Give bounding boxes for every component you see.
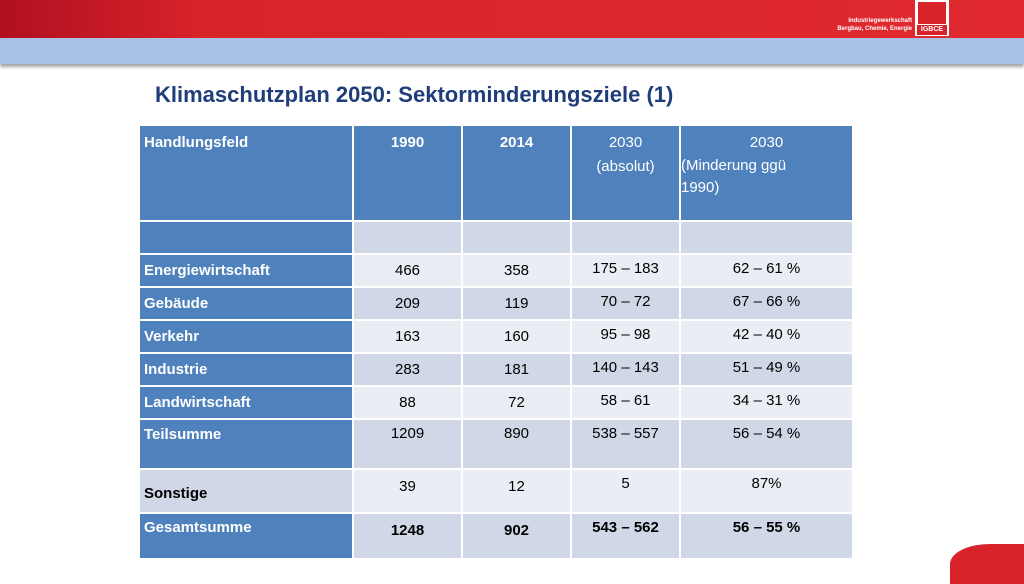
header-1990: 1990 xyxy=(354,126,461,220)
cell-2030-minderung: 51 – 49 % xyxy=(681,354,852,385)
header-2030-minderung-year: 2030 xyxy=(749,134,784,151)
cell-1990: 209 xyxy=(354,288,461,319)
cell-2030-minderung: 56 – 55 % xyxy=(681,514,852,558)
cell-2030-absolut: 58 – 61 xyxy=(572,387,679,418)
logo-emblem xyxy=(918,2,946,24)
org-name xyxy=(820,17,912,33)
header-2030-absolut-year: 2030 xyxy=(608,134,643,151)
table-row xyxy=(140,514,852,558)
header-2030-absolut-label: (absolut) xyxy=(596,158,655,175)
cell-2030-absolut: 5 xyxy=(572,470,679,512)
cell-2014: 181 xyxy=(463,354,570,385)
igbce-logo xyxy=(915,0,949,36)
row-label: Gebäude xyxy=(140,288,352,319)
table-header-row xyxy=(140,126,852,220)
cell-1990: 466 xyxy=(354,255,461,286)
cell-2030-absolut: 140 – 143 xyxy=(572,354,679,385)
header-handlungsfeld: Handlungsfeld xyxy=(140,126,352,220)
row-label: Energiewirtschaft xyxy=(140,255,352,286)
logo-badge: IGBCE xyxy=(917,25,947,35)
cell-2030-absolut: 543 – 562 xyxy=(572,514,679,558)
header-2030-absolut xyxy=(572,126,679,220)
row-label: Gesamtsumme xyxy=(140,514,352,558)
cell-1990: 1209 xyxy=(354,420,461,468)
table-row xyxy=(140,321,852,352)
cell-2030-minderung: 56 – 54 % xyxy=(681,420,852,468)
table-row xyxy=(140,354,852,385)
page-title: Klimaschutzplan 2050: Sektorminderungsziele (1) xyxy=(155,82,674,107)
cell-2030-minderung: 67 – 66 % xyxy=(681,288,852,319)
cell-2030-absolut: 538 – 557 xyxy=(572,420,679,468)
cell-2014: 160 xyxy=(463,321,570,352)
cell-2030-minderung: 42 – 40 % xyxy=(681,321,852,352)
cell-2030-absolut: 70 – 72 xyxy=(572,288,679,319)
corner-decoration xyxy=(950,544,1024,584)
header-band xyxy=(0,38,1024,64)
cell-2014: 72 xyxy=(463,387,570,418)
cell-1990: 39 xyxy=(354,470,461,512)
cell-2014: 358 xyxy=(463,255,570,286)
cell-2030-minderung: 62 – 61 % xyxy=(681,255,852,286)
row-label: Teilsumme xyxy=(140,420,352,468)
cell-2030-minderung: 34 – 31 % xyxy=(681,387,852,418)
row-label: Verkehr xyxy=(140,321,352,352)
table-row-empty xyxy=(140,222,852,253)
header-2030-minderung-label1: (Minderung ggü xyxy=(681,157,787,174)
cell-2030-absolut: 175 – 183 xyxy=(572,255,679,286)
cell-2030-absolut: 95 – 98 xyxy=(572,321,679,352)
cell-1990: 283 xyxy=(354,354,461,385)
cell-2014: 119 xyxy=(463,288,570,319)
table-row xyxy=(140,255,852,286)
org-name-line2: Bergbau, Chemie, Energie xyxy=(837,26,912,32)
row-label: Landwirtschaft xyxy=(140,387,352,418)
header-2014: 2014 xyxy=(463,126,570,220)
cell-2014: 890 xyxy=(463,420,570,468)
table-row xyxy=(140,470,852,512)
cell-2014: 902 xyxy=(463,514,570,558)
header-2030-minderung xyxy=(681,126,852,220)
table-row xyxy=(140,288,852,319)
cell-1990: 1248 xyxy=(354,514,461,558)
cell-2014: 12 xyxy=(463,470,570,512)
row-label: Industrie xyxy=(140,354,352,385)
cell-1990: 88 xyxy=(354,387,461,418)
cell-2030-minderung: 87% xyxy=(681,470,852,512)
org-name-line1: Industriegewerkschaft xyxy=(848,18,912,24)
reduction-table xyxy=(138,124,854,560)
table-row xyxy=(140,420,852,468)
row-label: Sonstige xyxy=(140,470,352,512)
header-2030-minderung-label2: 1990) xyxy=(681,179,720,196)
cell-1990: 163 xyxy=(354,321,461,352)
table-row xyxy=(140,387,852,418)
